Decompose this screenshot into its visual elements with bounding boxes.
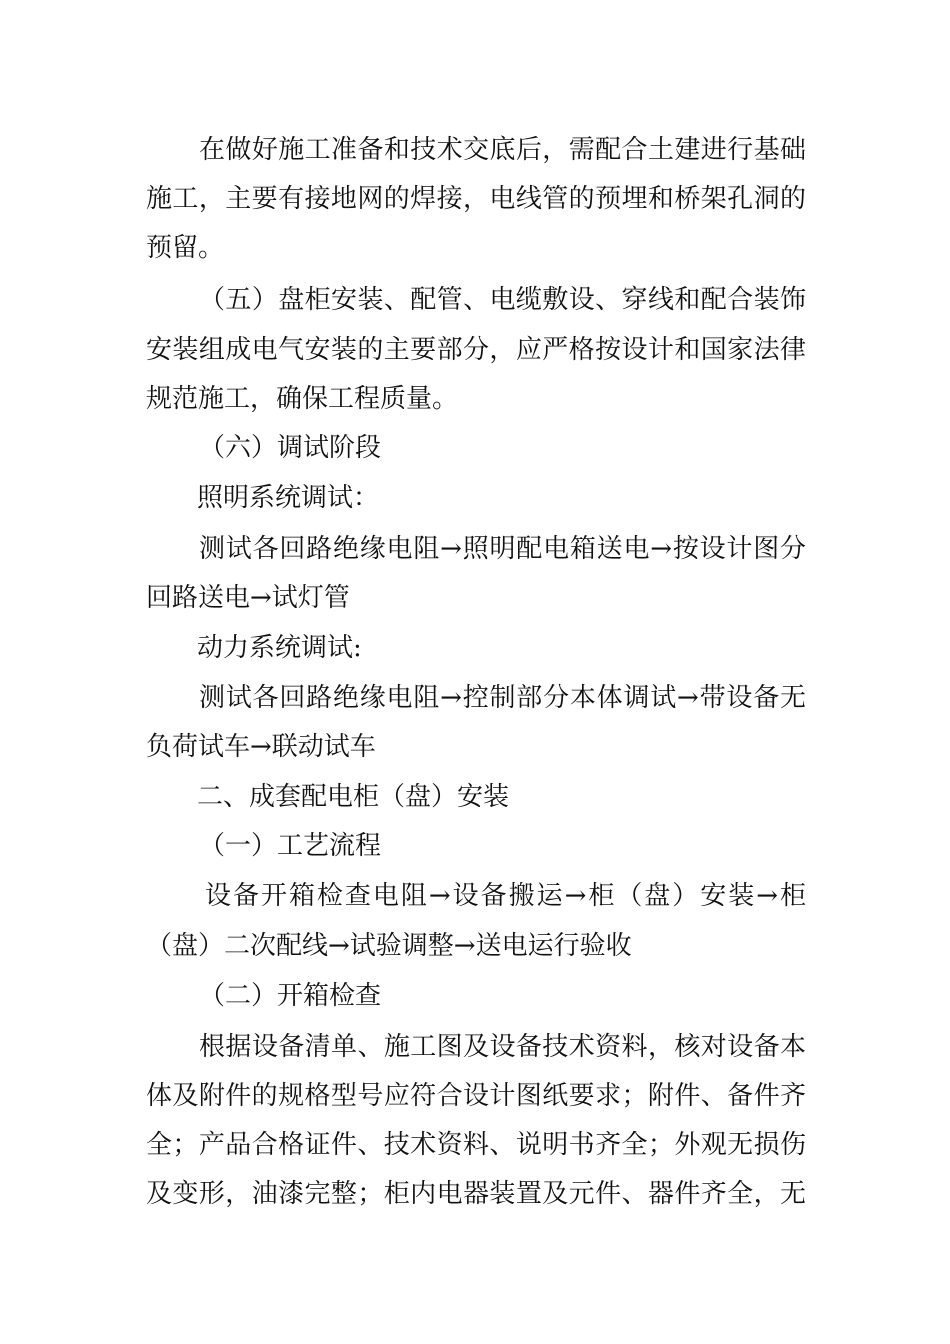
- section-heading: （一）工艺流程: [199, 831, 382, 861]
- paragraph-line: 测试各回路绝缘电阻→控制部分本体调试→带设备无: [199, 683, 806, 713]
- paragraph-line: 回路送电→试灯管: [146, 583, 350, 613]
- subsection-heading: 动力系统调试:: [197, 633, 362, 663]
- paragraph-line: 测试各回路绝缘电阻→照明配电箱送电→按设计图分: [199, 534, 806, 564]
- paragraph-line: 安装组成电气安装的主要部分，应严格按设计和国家法律: [146, 335, 806, 365]
- paragraph-line: 负荷试车→联动试车: [146, 732, 376, 762]
- paragraph-line: 根据设备清单、施工图及设备技术资料，核对设备本: [199, 1032, 806, 1062]
- section-heading: （二）开箱检查: [199, 981, 382, 1011]
- section-heading: （六）调试阶段: [199, 433, 382, 463]
- paragraph-line: 及变形，油漆完整；柜内电器装置及元件、器件齐全，无: [146, 1179, 806, 1209]
- paragraph-line: 预留。: [146, 233, 225, 263]
- paragraph-line: （五）盘柜安装、配管、电缆敷设、穿线和配合装饰: [199, 285, 806, 315]
- paragraph-line: 规范施工，确保工程质量。: [146, 384, 459, 414]
- subsection-heading: 照明系统调试：: [197, 483, 380, 513]
- paragraph-line: 设备开箱检查电阻→设备搬运→柜（盘）安装→柜: [205, 881, 806, 911]
- paragraph-line: 在做好施工准备和技术交底后，需配合土建进行基础: [199, 135, 806, 165]
- paragraph-line: 体及附件的规格型号应符合设计图纸要求；附件、备件齐: [146, 1081, 806, 1111]
- paragraph-line: 施工，主要有接地网的焊接，电线管的预埋和桥架孔洞的: [146, 184, 806, 214]
- paragraph-line: 全；产品合格证件、技术资料、说明书齐全；外观无损伤: [146, 1130, 806, 1160]
- chapter-heading: 二、成套配电柜（盘）安装: [197, 782, 510, 812]
- paragraph-line: （盘）二次配线→试验调整→送电运行验收: [146, 931, 632, 961]
